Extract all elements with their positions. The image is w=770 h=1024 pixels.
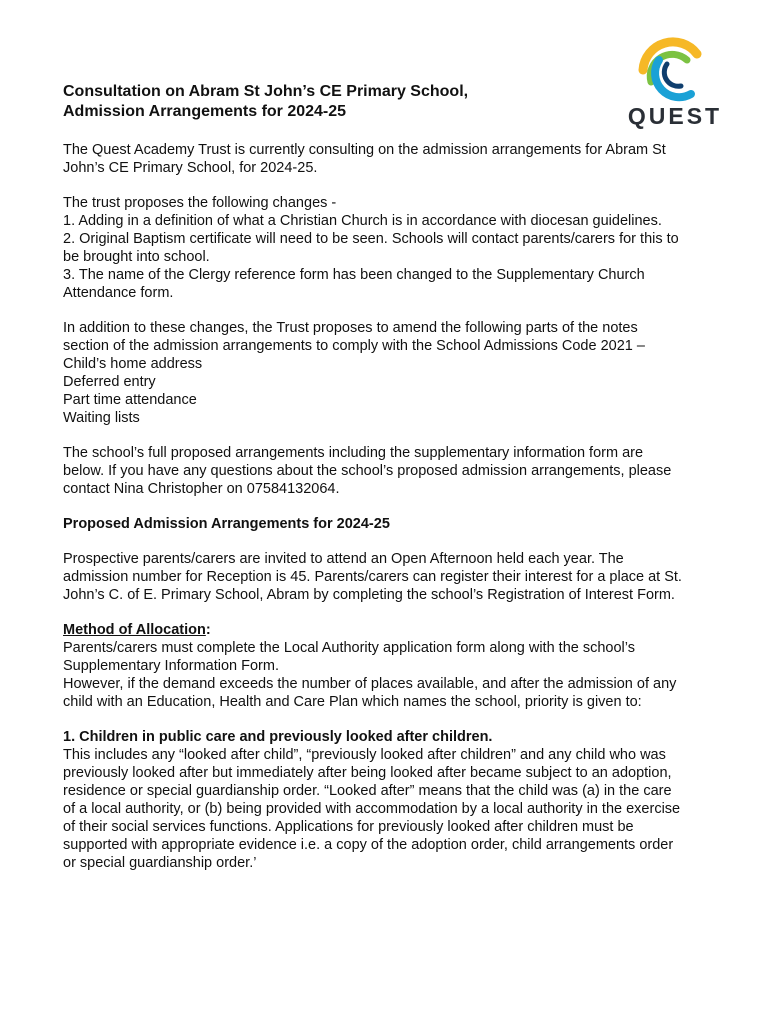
amendments-lead: In addition to these changes, the Trust proposes to amend the following parts of the notes section of the admission arrangements to comply with the School Admissions Code 2021 – — [63, 320, 645, 354]
change-item-3: 3. The name of the Clergy reference form has been changed to the Supplementary Church Attendance form. — [63, 267, 645, 301]
change-item-2: 2. Original Baptism certificate will need to be seen. Schools will contact parents/carers for this to be brought into school. — [63, 231, 679, 265]
proposed-heading: Proposed Admission Arrangements for 2024-25 — [63, 516, 390, 532]
title-line-2: Admission Arrangements for 2024-25 — [63, 103, 347, 120]
title-line-1: Consultation on Abram St John’s CE Primary School, — [63, 83, 469, 100]
method-heading-colon: : — [205, 622, 211, 638]
changes-lead: The trust proposes the following changes - — [63, 195, 337, 211]
criterion-1-heading: 1. Children in public care and previously looked after children. — [63, 729, 493, 745]
prospective-paragraph: Prospective parents/carers are invited to attend an Open Afternoon held each year. The admission number for Reception is 45. Parents/carers can register their interest for a place at St. John’s C. of E. Primary School, Abram by completing the school’s Registration of Interest Form. — [63, 551, 682, 603]
logo-blue-arc — [655, 60, 691, 97]
method-heading: Method of Allocation — [63, 622, 206, 638]
method-heading-line — [63, 621, 683, 639]
page-title — [63, 82, 533, 122]
amendment-item-2: Deferred entry — [63, 374, 156, 390]
contact-paragraph: The school’s full proposed arrangements including the supplementary information form are below. If you have any questions about the school’s proposed admission arrangements, please contact Nina Christopher on 07584132064. — [63, 445, 672, 497]
method-section — [63, 621, 683, 711]
method-line-1: Parents/carers must complete the Local Authority application form along with the school’s Supplementary Information Form. — [63, 640, 635, 674]
changes-section — [63, 194, 683, 302]
method-line-2: However, if the demand exceeds the number of places available, and after the admission of any child with an Education, Health and Care Plan which names the school, priority is given to: — [63, 676, 677, 710]
change-item-1: 1. Adding in a definition of what a Christian Church is in accordance with diocesan guidelines. — [63, 213, 662, 229]
intro-paragraph: The Quest Academy Trust is currently consulting on the admission arrangements for Abram St John’s CE Primary School, for 2024-25. — [63, 142, 666, 176]
amendment-item-1: Child’s home address — [63, 356, 203, 372]
criterion-1-section — [63, 728, 683, 872]
criterion-1-text: This includes any “looked after child”, “previously looked after children” and any child who was previously looked after but immediately after being looked after became subject to an adoption, residence or special guardianship order. “Looked after” means that the child was (a) in the care of a local authority, or (b) being provided with accommodation by a local authority in the exercise of their social services functions. Applications for previously looked after children must be supported with appropriate evidence i.e. a copy of the adoption order, child arrangements order or special guardianship order.’ — [63, 747, 681, 871]
logo-navy-arc — [664, 64, 681, 86]
document-body — [63, 141, 683, 889]
logo-text: QUEST — [627, 103, 723, 129]
quest-logo — [621, 36, 729, 132]
amendments-section — [63, 319, 683, 427]
amendment-item-4: Waiting lists — [63, 410, 140, 426]
amendment-item-3: Part time attendance — [63, 392, 197, 408]
